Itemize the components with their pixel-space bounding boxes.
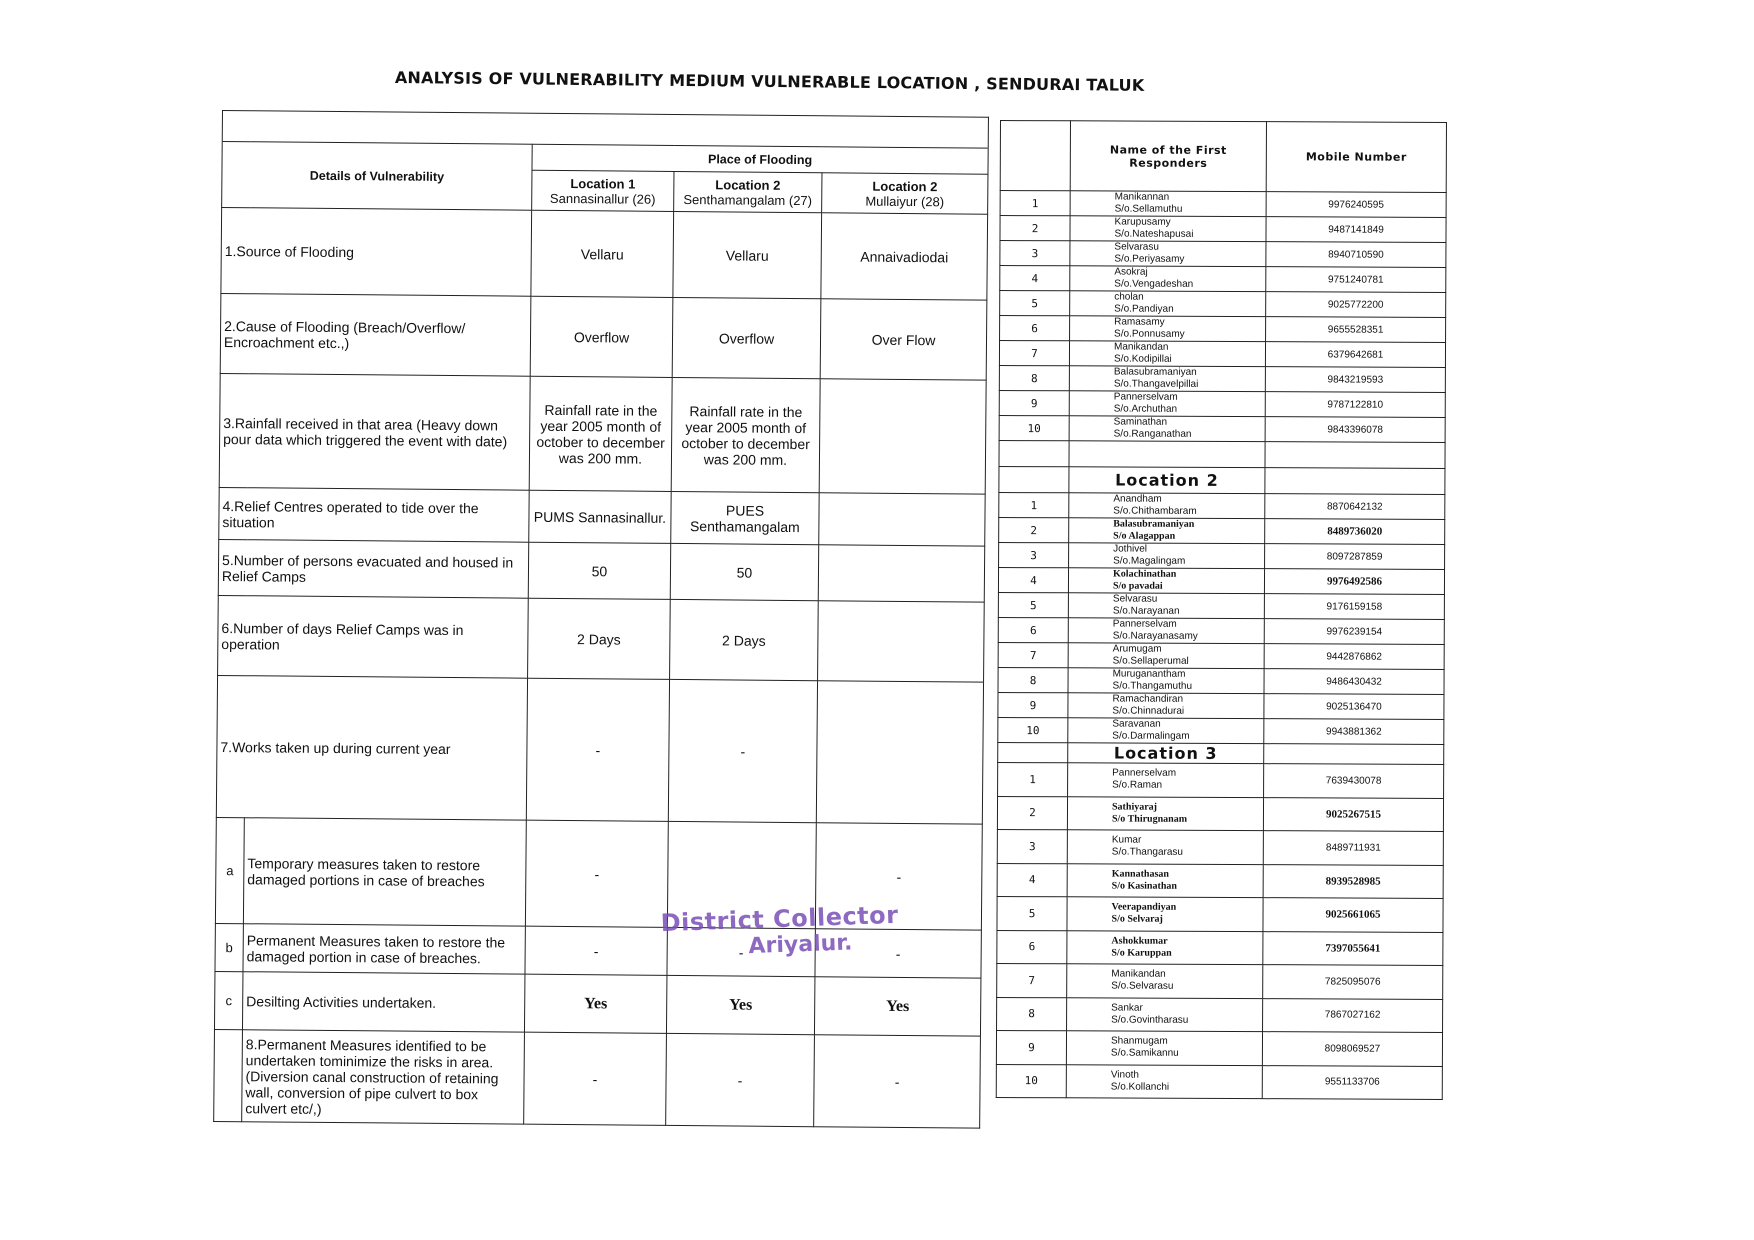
responder-name bbox=[1068, 643, 1264, 669]
location-1-place: Sannasinallur (26) bbox=[549, 190, 656, 207]
responder-given-name: Shanmugam bbox=[1110, 1035, 1168, 1047]
responder-mobile: 9843219593 bbox=[1265, 367, 1445, 393]
responder-name bbox=[1066, 1064, 1262, 1098]
responder-given-name: Sankar bbox=[1111, 1002, 1143, 1014]
responder-father-name: S/o.Archuthan bbox=[1113, 403, 1178, 415]
responder-given-name: Jothivel bbox=[1113, 543, 1148, 555]
responder-name bbox=[1067, 863, 1263, 897]
location-3-place: Mullaiyur (28) bbox=[865, 193, 945, 209]
location-2-label: Location 2 bbox=[715, 176, 781, 193]
list-item bbox=[998, 762, 1444, 797]
list-item bbox=[998, 567, 1444, 594]
responder-mobile: 8489711931 bbox=[1263, 831, 1443, 865]
row-value: Yes bbox=[524, 974, 667, 1033]
vulnerability-table-container bbox=[213, 110, 988, 1129]
responder-given-name: Saravanan bbox=[1112, 718, 1161, 730]
mobile-header: Mobile Number bbox=[1266, 122, 1446, 193]
responder-number: 9 bbox=[998, 692, 1068, 717]
row-question: 2.Cause of Flooding (Breach/Overflow/ Encroachment etc.,) bbox=[220, 293, 531, 376]
responder-name bbox=[1069, 366, 1265, 392]
responder-father-name: S/o.Sellamuthu bbox=[1114, 203, 1183, 215]
responder-number: 10 bbox=[999, 415, 1069, 440]
responder-father-name: S/o.Thangavelpillai bbox=[1113, 378, 1199, 390]
location-3-title: Location 3 bbox=[1068, 743, 1264, 764]
list-item bbox=[997, 930, 1443, 965]
responder-given-name: Ramachandiran bbox=[1112, 693, 1184, 705]
responder-given-name: Karupusamy bbox=[1114, 216, 1171, 228]
row-value: Overflow bbox=[530, 296, 673, 377]
responder-name bbox=[1067, 897, 1263, 931]
responder-number: 7 bbox=[997, 963, 1067, 997]
row-question: 7.Works taken up during current year bbox=[216, 675, 527, 820]
responder-number: 2 bbox=[997, 796, 1067, 830]
responder-number: 10 bbox=[996, 1064, 1066, 1098]
number-header-blank bbox=[1000, 121, 1070, 191]
row-value: - bbox=[814, 1035, 981, 1128]
row-value: Yes bbox=[814, 977, 981, 1036]
subrow-letter: b bbox=[215, 923, 243, 971]
responder-name bbox=[1069, 543, 1265, 569]
responder-mobile: 9176159158 bbox=[1264, 594, 1444, 620]
row-question: 3.Rainfall received in that area (Heavy down pour data which triggered the event with date) bbox=[219, 373, 530, 490]
responder-number: 2 bbox=[999, 517, 1069, 542]
spacer-cell bbox=[999, 466, 1069, 492]
responder-name bbox=[1067, 830, 1263, 864]
responder-name bbox=[1068, 593, 1264, 619]
name-header: Name of the First Responders bbox=[1070, 121, 1266, 192]
responder-name bbox=[1070, 316, 1266, 342]
responder-number: 3 bbox=[1000, 241, 1070, 266]
subrow-letter: a bbox=[215, 817, 244, 923]
responder-given-name: Arumugam bbox=[1112, 643, 1162, 655]
responder-father-name: S/o Kasinathan bbox=[1111, 880, 1177, 892]
responder-name bbox=[1068, 568, 1264, 594]
spacer-cell bbox=[1069, 441, 1265, 468]
responder-name bbox=[1067, 930, 1263, 964]
subrow-letter: c bbox=[214, 971, 243, 1029]
responder-name bbox=[1070, 191, 1266, 217]
list-item bbox=[998, 667, 1444, 694]
responder-name bbox=[1068, 668, 1264, 694]
responder-mobile: 9025772200 bbox=[1266, 292, 1446, 318]
responder-given-name: Balasubramaniyan bbox=[1113, 366, 1197, 378]
list-item bbox=[1000, 216, 1446, 243]
row-value bbox=[819, 379, 986, 494]
table-row bbox=[218, 595, 985, 682]
row-value: Yes bbox=[666, 975, 815, 1034]
row-value: 2 Days bbox=[528, 598, 671, 679]
row-value: - bbox=[815, 823, 982, 930]
responder-mobile: 9551133706 bbox=[1262, 1065, 1442, 1099]
row-value: Over Flow bbox=[820, 299, 987, 380]
responder-mobile: 7867027162 bbox=[1263, 998, 1443, 1032]
list-item bbox=[997, 997, 1443, 1032]
responder-number: 8 bbox=[998, 667, 1068, 692]
responder-number: 5 bbox=[997, 896, 1067, 930]
responder-father-name: S/o.Nateshapusai bbox=[1114, 228, 1194, 240]
responder-given-name: cholan bbox=[1114, 291, 1144, 303]
list-item bbox=[999, 390, 1445, 417]
row-value: PUES Senthamangalam bbox=[671, 491, 819, 544]
table-row bbox=[214, 1029, 981, 1128]
responder-number: 1 bbox=[1000, 191, 1070, 216]
responder-father-name: S/o pavadai bbox=[1112, 580, 1163, 592]
row-value: - bbox=[666, 1033, 815, 1126]
responder-mobile: 8939528985 bbox=[1263, 864, 1443, 898]
row-value: PUMS Sannasinallur. bbox=[529, 490, 671, 543]
stamp-line-1: District Collector bbox=[660, 900, 899, 938]
responder-name bbox=[1067, 796, 1263, 830]
responder-name bbox=[1070, 216, 1266, 242]
responder-father-name: S/o.Darmalingam bbox=[1112, 730, 1190, 742]
row-value: - bbox=[815, 929, 981, 978]
spacer-cell bbox=[998, 742, 1068, 762]
responder-name bbox=[1069, 518, 1265, 544]
table-row bbox=[221, 208, 988, 301]
responder-father-name: S/o.Ranganathan bbox=[1113, 428, 1192, 440]
list-item bbox=[998, 692, 1444, 719]
responder-given-name: Pannerselvam bbox=[1112, 767, 1177, 780]
responder-name bbox=[1068, 618, 1264, 644]
list-item bbox=[1000, 291, 1446, 318]
list-item bbox=[999, 365, 1445, 392]
row-value: Rainfall rate in the year 2005 month of october to december was 200 mm. bbox=[671, 377, 820, 492]
place-header: Place of Flooding bbox=[532, 144, 988, 174]
responder-father-name: S/o.Vengadeshan bbox=[1114, 278, 1194, 290]
responder-father-name: S/o.Narayanasamy bbox=[1112, 630, 1198, 642]
responder-number: 7 bbox=[999, 341, 1069, 366]
responders-table bbox=[996, 120, 1447, 1100]
responder-mobile: 9976240595 bbox=[1266, 192, 1446, 218]
location-3-responders bbox=[996, 762, 1443, 1099]
responder-given-name: Kolachinathan bbox=[1112, 568, 1177, 580]
responder-number: 6 bbox=[1000, 316, 1070, 341]
table-row bbox=[218, 539, 985, 602]
responder-number: 9 bbox=[996, 1030, 1066, 1064]
spacer-cell bbox=[1264, 744, 1444, 765]
responder-mobile: 9976239154 bbox=[1264, 619, 1444, 645]
list-item bbox=[997, 863, 1443, 898]
responder-father-name: S/o Thirugnanam bbox=[1111, 813, 1188, 825]
responder-father-name: S/o Alagappan bbox=[1113, 530, 1176, 542]
responder-given-name: Manikandan bbox=[1113, 341, 1169, 353]
row-question: Desilting Activities undertaken. bbox=[242, 972, 524, 1032]
responder-number: 6 bbox=[997, 930, 1067, 964]
responder-given-name: Veerapandiyan bbox=[1111, 901, 1177, 914]
responder-mobile: 8940710590 bbox=[1266, 242, 1446, 268]
district-collector-stamp bbox=[639, 900, 921, 963]
responder-number: 4 bbox=[997, 863, 1067, 897]
responder-father-name: S/o.Raman bbox=[1112, 779, 1163, 791]
list-item bbox=[1000, 266, 1446, 293]
list-item bbox=[999, 517, 1445, 544]
responder-father-name: S/o.Periyasamy bbox=[1114, 253, 1185, 265]
spacer-cell bbox=[1265, 442, 1445, 469]
list-item bbox=[997, 796, 1443, 831]
responder-mobile: 9943881362 bbox=[1264, 719, 1444, 745]
row-value: - bbox=[525, 820, 668, 927]
responder-mobile: 9025661065 bbox=[1263, 898, 1443, 932]
row-value: - bbox=[526, 678, 669, 821]
row-value: Vellaru bbox=[673, 211, 822, 298]
table-row bbox=[214, 971, 981, 1036]
responder-number: 6 bbox=[998, 617, 1068, 642]
responder-given-name: Balasubramaniyan bbox=[1113, 518, 1195, 530]
responder-given-name: Sathiyaraj bbox=[1111, 801, 1158, 813]
responder-given-name: Muruganantham bbox=[1112, 668, 1186, 680]
row-value: 50 bbox=[528, 542, 670, 599]
responder-number: 1 bbox=[999, 492, 1069, 517]
responder-number: 5 bbox=[1000, 291, 1070, 316]
responder-number: 8 bbox=[999, 365, 1069, 390]
location-1-label: Location 1 bbox=[570, 175, 636, 192]
row-value bbox=[819, 493, 985, 546]
responder-mobile: 9843396078 bbox=[1265, 417, 1445, 443]
responder-father-name: S/o.Sellaperumal bbox=[1112, 655, 1189, 667]
responder-name bbox=[1070, 291, 1266, 317]
responder-name bbox=[1070, 241, 1266, 267]
responder-name bbox=[1066, 1031, 1262, 1065]
spacer-cell bbox=[999, 440, 1069, 466]
list-item bbox=[997, 896, 1443, 931]
location-2-header bbox=[674, 171, 822, 212]
responder-father-name: S/o.Selvarasu bbox=[1111, 980, 1174, 993]
responder-given-name: Asokraj bbox=[1114, 266, 1148, 278]
responder-number: 10 bbox=[998, 717, 1068, 742]
responder-father-name: S/o.Kodipillai bbox=[1113, 353, 1172, 365]
responder-name bbox=[1070, 266, 1266, 292]
responder-father-name: S/o.Ponnusamy bbox=[1114, 328, 1185, 340]
responder-mobile: 6379642681 bbox=[1265, 342, 1445, 368]
subrow-letter-blank bbox=[214, 1029, 243, 1121]
page-title: ANALYSIS OF VULNERABILITY MEDIUM VULNERABLE LOCATION , SENDURAI TALUK bbox=[394, 68, 1145, 95]
list-item bbox=[999, 542, 1445, 569]
responder-father-name: S/o.Thangamuthu bbox=[1112, 680, 1193, 692]
list-item bbox=[999, 492, 1445, 519]
responder-given-name: Kumar bbox=[1111, 834, 1142, 846]
responder-father-name: S/o.Magalingam bbox=[1113, 555, 1186, 567]
responder-mobile: 9751240781 bbox=[1266, 267, 1446, 293]
responder-number: 1 bbox=[998, 762, 1068, 796]
row-value bbox=[818, 601, 985, 682]
responder-number: 2 bbox=[1000, 216, 1070, 241]
responder-name bbox=[1067, 964, 1263, 998]
responder-mobile: 9787122810 bbox=[1265, 392, 1445, 418]
responder-given-name: Selvarasu bbox=[1114, 241, 1159, 253]
row-value: Overflow bbox=[672, 297, 821, 378]
row-value: Vellaru bbox=[531, 210, 674, 297]
responder-given-name: Selvarasu bbox=[1112, 593, 1158, 605]
responder-name bbox=[1068, 718, 1264, 744]
row-value: 50 bbox=[670, 543, 818, 600]
stamp-line-2: Ariyalur. bbox=[748, 930, 853, 960]
responder-given-name: Pannerselvam bbox=[1112, 618, 1177, 630]
responder-father-name: S/o.Chinnadurai bbox=[1112, 705, 1185, 717]
row-value: - bbox=[668, 679, 817, 822]
row-value: Annaivadiodai bbox=[821, 213, 988, 300]
responder-mobile: 9976492586 bbox=[1264, 569, 1444, 595]
list-item bbox=[998, 592, 1444, 619]
responder-given-name: Manikannan bbox=[1114, 191, 1170, 203]
responder-given-name: Pannerselvam bbox=[1113, 391, 1178, 403]
responder-father-name: S/o.Pandiyan bbox=[1114, 303, 1174, 315]
responder-name bbox=[1067, 997, 1263, 1031]
list-item bbox=[998, 642, 1444, 669]
responder-number: 4 bbox=[1000, 266, 1070, 291]
table-row bbox=[219, 373, 986, 494]
list-item bbox=[996, 1030, 1442, 1065]
responder-father-name: S/o.Govintharasu bbox=[1111, 1014, 1189, 1026]
responder-given-name: Kannathasan bbox=[1111, 868, 1169, 880]
responder-given-name: Vinoth bbox=[1110, 1069, 1140, 1081]
responder-mobile: 8489736020 bbox=[1265, 519, 1445, 545]
responder-name bbox=[1069, 341, 1265, 367]
location-3-label: Location 2 bbox=[872, 178, 938, 194]
responder-number: 5 bbox=[998, 592, 1068, 617]
responder-mobile: 9655528351 bbox=[1266, 317, 1446, 343]
location-2-responders bbox=[998, 492, 1445, 744]
row-question: Permanent Measures taken to restore the damaged portion in case of breaches. bbox=[243, 924, 525, 974]
responder-mobile: 9486430432 bbox=[1264, 669, 1444, 695]
row-value: - bbox=[525, 926, 667, 975]
location-2-place: Senthamangalam (27) bbox=[683, 191, 813, 208]
list-item bbox=[996, 1064, 1442, 1099]
list-item bbox=[997, 829, 1443, 864]
responder-mobile: 9487141849 bbox=[1266, 217, 1446, 243]
responder-given-name: Manikandan bbox=[1111, 968, 1166, 980]
responders-table-container bbox=[996, 120, 1446, 1100]
responder-mobile: 7397055641 bbox=[1263, 931, 1443, 965]
responder-number: 9 bbox=[999, 390, 1069, 415]
responder-number: 4 bbox=[998, 567, 1068, 592]
responder-father-name: S/o Selvaraj bbox=[1111, 913, 1163, 925]
responder-name bbox=[1069, 493, 1265, 519]
responder-mobile: 9025136470 bbox=[1264, 694, 1444, 720]
responder-mobile: 7825095076 bbox=[1263, 965, 1443, 999]
location-1-header bbox=[532, 170, 674, 211]
responder-father-name: S/o.Thangarasu bbox=[1111, 846, 1184, 859]
table-row bbox=[220, 293, 987, 380]
responder-number: 8 bbox=[997, 997, 1067, 1031]
table-row bbox=[216, 675, 983, 824]
responder-name bbox=[1069, 416, 1265, 442]
responder-father-name: S/o.Narayanan bbox=[1112, 605, 1180, 617]
row-question: 1.Source of Flooding bbox=[221, 208, 532, 297]
responder-father-name: S/o.Chithambaram bbox=[1113, 505, 1197, 517]
responder-given-name: Saminathan bbox=[1113, 416, 1168, 428]
list-item bbox=[999, 415, 1445, 442]
responder-mobile: 9025267515 bbox=[1263, 797, 1443, 831]
list-item bbox=[1000, 241, 1446, 268]
responder-number: 7 bbox=[998, 642, 1068, 667]
responder-mobile: 8870642132 bbox=[1265, 494, 1445, 520]
row-value: 2 Days bbox=[670, 599, 819, 680]
list-item bbox=[998, 717, 1444, 744]
responder-mobile: 8098069527 bbox=[1262, 1032, 1442, 1066]
list-item bbox=[999, 341, 1445, 368]
responder-mobile: 8097287859 bbox=[1265, 544, 1445, 570]
responder-name bbox=[1069, 391, 1265, 417]
vulnerability-table bbox=[213, 110, 989, 1129]
responder-given-name: Ramasamy bbox=[1114, 316, 1165, 328]
row-question: 6.Number of days Relief Camps was in operation bbox=[218, 595, 529, 678]
responder-given-name: Anandham bbox=[1113, 493, 1162, 505]
list-item bbox=[1000, 316, 1446, 343]
row-question: 5.Number of persons evacuated and housed in Relief Camps bbox=[218, 539, 528, 598]
row-value: - bbox=[667, 927, 815, 976]
responder-father-name: S/o.Kollanchi bbox=[1110, 1081, 1170, 1093]
row-value bbox=[818, 545, 985, 602]
responder-number: 3 bbox=[997, 829, 1067, 863]
row-value bbox=[816, 681, 983, 824]
location-1-responders bbox=[999, 191, 1446, 443]
list-item bbox=[998, 617, 1444, 644]
responder-mobile: 7639430078 bbox=[1264, 764, 1444, 798]
location-2-title: Location 2 bbox=[1069, 467, 1265, 494]
responder-number: 3 bbox=[999, 542, 1069, 567]
responder-given-name: Ashokkumar bbox=[1111, 935, 1168, 947]
table-row bbox=[219, 487, 985, 546]
location-3-header bbox=[822, 173, 988, 214]
list-item bbox=[1000, 191, 1446, 218]
spacer-cell bbox=[1265, 468, 1445, 495]
responder-mobile: 9442876862 bbox=[1264, 644, 1444, 670]
row-value: - bbox=[524, 1032, 667, 1125]
details-header: Details of Vulnerability bbox=[222, 142, 533, 211]
list-item bbox=[997, 963, 1443, 998]
row-question: Temporary measures taken to restore damaged portions in case of breaches bbox=[243, 818, 526, 926]
row-question: 8.Permanent Measures identified to be undertaken tominimize the risks in area.(Diversion canal construction of retaining wall, conversion of pipe culvert to box culvert etc/,) bbox=[242, 1030, 525, 1124]
row-question: 4.Relief Centres operated to tide over the situation bbox=[219, 487, 529, 542]
responder-father-name: S/o Karuppan bbox=[1111, 947, 1172, 959]
responder-name bbox=[1068, 763, 1264, 797]
responder-father-name: S/o.Samikannu bbox=[1110, 1047, 1179, 1060]
responder-name bbox=[1068, 693, 1264, 719]
row-value: Rainfall rate in the year 2005 month of october to december was 200 mm. bbox=[529, 376, 672, 491]
